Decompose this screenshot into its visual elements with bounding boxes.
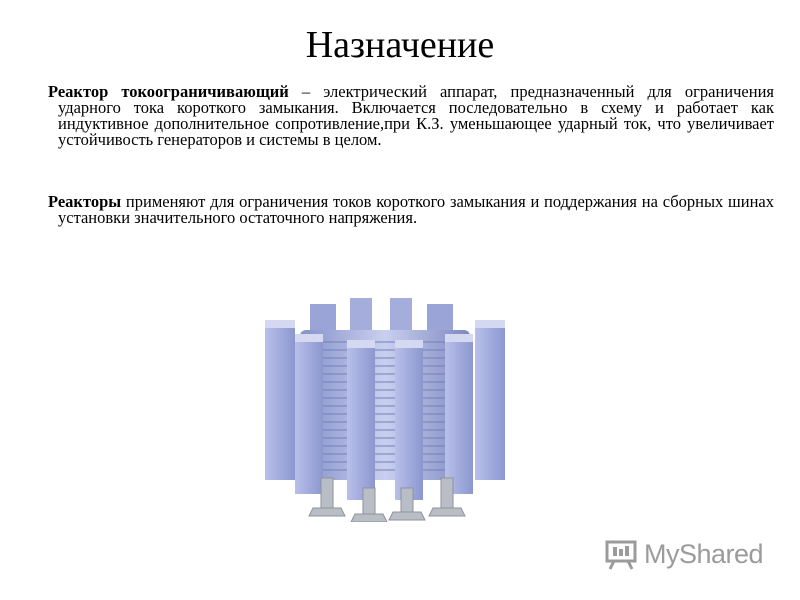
presentation-board-icon <box>604 537 638 571</box>
slide-title: Назначение <box>305 24 495 66</box>
reactor-illustration <box>255 292 515 522</box>
definition-text: – электрический аппарат, предназначенный для ограничения ударного тока короткого замыкания. Включается последовательно в схему и работает как индуктивное дополнительное сопротивление,при К.З. уменьшающее ударный ток, что увеличивает устойчивость генераторов и системы в целом. <box>58 82 775 149</box>
term-reactor-current-limiting: Реактор токоограничивающий <box>48 82 289 101</box>
watermark-text: MyShared <box>644 538 764 569</box>
watermark-logo <box>604 536 774 572</box>
term-reactors: Реакторы <box>48 192 122 211</box>
coil-winding <box>300 330 470 480</box>
insulator-legs <box>309 478 465 522</box>
paragraph-reactor-purpose <box>48 192 774 227</box>
purpose-text: применяют для ограничения токов короткого замыкания и поддержания на сборных шинах установки значительного остаточного напряжения. <box>58 192 774 227</box>
paragraph-reactor-definition <box>48 82 775 149</box>
